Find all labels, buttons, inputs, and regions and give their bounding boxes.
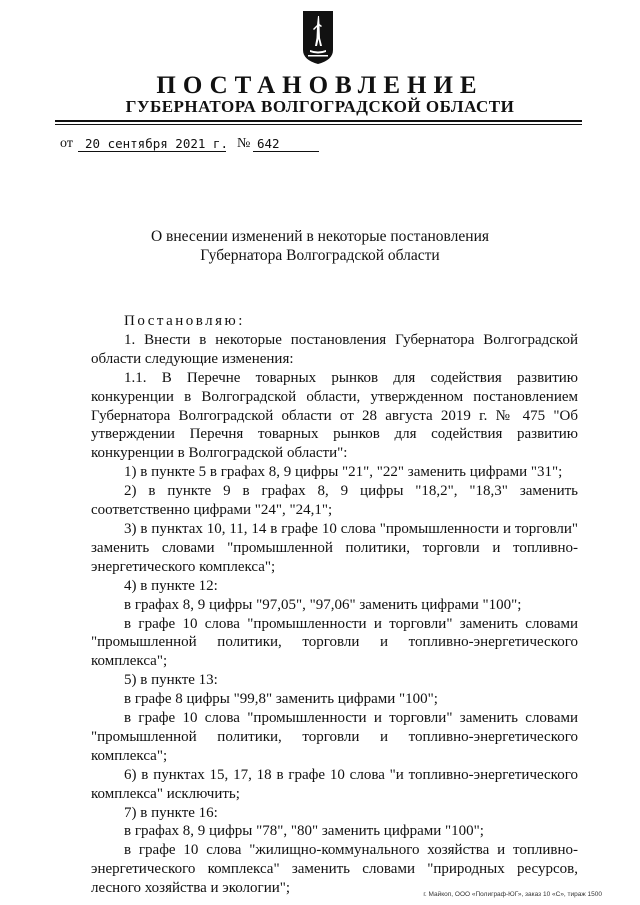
subject-line-2: Губернатора Волгоградской области xyxy=(200,247,440,264)
number-underline xyxy=(253,151,319,152)
issuer-title: ГУБЕРНАТОРА ВОЛГОГРАДСКОЙ ОБЛАСТИ xyxy=(125,97,515,116)
paragraph: в графе 8 цифры "99,8" заменить цифрами "100"; xyxy=(124,691,438,708)
document-body xyxy=(91,312,578,898)
decree-intro: Постановляю: xyxy=(124,313,245,329)
paragraph: в графах 8, 9 цифры "78", "80" заменить цифрами "100"; xyxy=(124,823,484,840)
paragraph: 4) в пункте 12: xyxy=(124,577,218,594)
document-type-title: ПОСТАНОВЛЕНИЕ xyxy=(156,72,484,99)
paragraph: в графах 8, 9 цифры "97,05", "97,06" заменить цифрами "100"; xyxy=(124,596,522,613)
paragraph: в графе 10 слова "промышленности и торговли" заменить словами "промышленной политики, торговли и топливно-энергетического комплекса"; xyxy=(91,710,578,764)
paragraph: 1) в пункте 5 в графах 8, 9 цифры "21", "22" заменить цифрами "31"; xyxy=(124,464,563,481)
subject-line-1: О внесении изменений в некоторые постановления xyxy=(150,228,490,245)
paragraph: 1. Внести в некоторые постановления Губернатора Волгоградской области следующие изменения: xyxy=(91,331,578,367)
document-subject xyxy=(0,227,640,265)
paragraph: 2) в пункте 9 в графах 8, 9 цифры "18,2", "18,3" заменить соответственно цифрами "24", "24,1"; xyxy=(91,483,578,519)
date-prefix: от xyxy=(60,136,73,151)
coat-of-arms-icon xyxy=(302,10,334,65)
print-info: г. Майкоп, ООО «Полиграф-ЮГ», заказ 10 «С», тираж 1500 xyxy=(423,891,602,898)
paragraph: 5) в пункте 13: xyxy=(124,672,218,689)
document-number: 642 xyxy=(257,136,280,151)
paragraph: 1.1. В Перечне товарных рынков для содействия развитию конкуренции в Волгоградской области, утвержденном постановлением Губернатора Волгоградской области от 28 августа 2019 г. № 475 "Об утверждении Перечня товарных рынков для содействия развитию конкуренции в Волгоградской области": xyxy=(91,369,578,462)
number-prefix: № xyxy=(237,136,251,151)
paragraph: в графе 10 слова "промышленности и торговли" заменить словами "промышленной политики, торговли и топливно-энергетического комплекса"; xyxy=(91,615,578,670)
paragraph: 3) в пунктах 10, 11, 14 в графе 10 слова "промышленности и торговли" заменить словами "промышленной политики, торговли и топливно-энергетического комплекса"; xyxy=(91,520,578,575)
date-underline xyxy=(78,151,226,152)
paragraph: 7) в пункте 16: xyxy=(124,804,218,821)
paragraph: в графе 10 слова "жилищно-коммунального хозяйства и топливно-энергетического комплекса" заменить словами "природных ресурсов, лесного хозяйства и экологии"; xyxy=(91,842,578,897)
header-rule-thin xyxy=(55,124,582,125)
paragraph: 6) в пунктах 15, 17, 18 в графе 10 слова "и топливно-энергетического комплекса" исключить; xyxy=(91,766,578,802)
header-rule-thick xyxy=(55,120,582,122)
document-date: 20 сентября 2021 г. xyxy=(85,136,228,151)
